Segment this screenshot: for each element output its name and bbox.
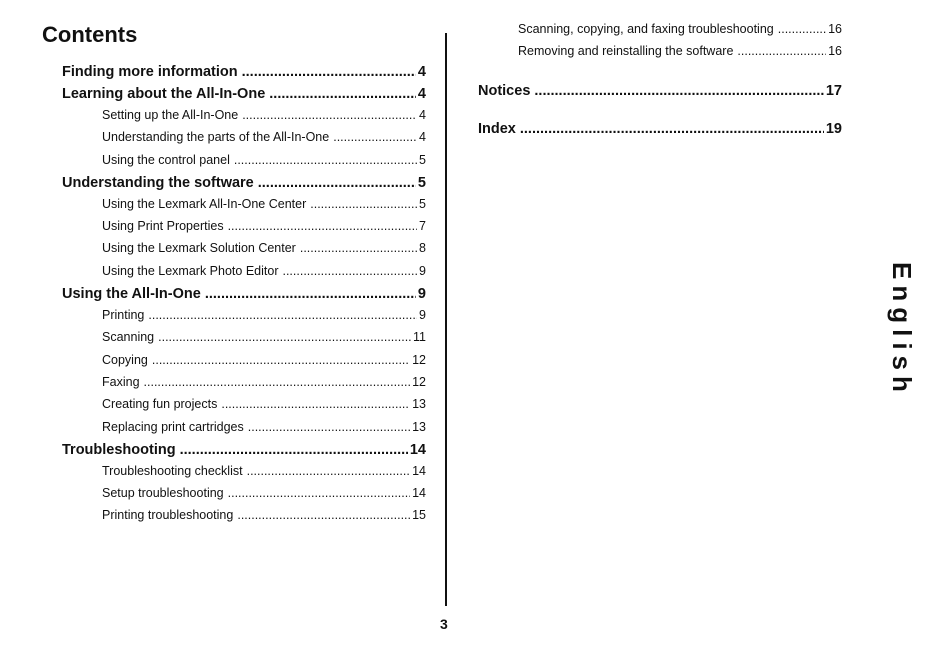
entry-page-number: 4 (419, 130, 426, 145)
dot-leader (144, 375, 411, 389)
entry-page-number: 5 (417, 174, 426, 191)
entry-label: Setup troubleshooting (102, 486, 224, 501)
entry-label: Understanding the software (62, 174, 254, 191)
toc-subentry[interactable] (62, 308, 426, 330)
dot-leader (228, 219, 417, 233)
entry-label: Copying (102, 352, 148, 367)
entry-page-number: 13 (412, 397, 426, 412)
toc-section-entry[interactable] (62, 86, 426, 108)
toc-subentry[interactable] (62, 420, 426, 442)
toc-subentry[interactable] (62, 397, 426, 419)
entry-label: Faxing (102, 374, 140, 389)
dot-leader (247, 464, 411, 478)
toc-subentry[interactable] (62, 464, 426, 486)
entry-page-number: 16 (828, 44, 842, 59)
entry-page-number: 9 (419, 263, 426, 278)
entry-page-number: 12 (412, 352, 426, 367)
toc-section-entry[interactable] (62, 64, 426, 86)
entry-label: Finding more information (62, 64, 238, 80)
dot-leader (205, 286, 416, 302)
toc-subentry[interactable] (62, 375, 426, 397)
entry-label: Creating fun projects (102, 397, 218, 412)
entry-page-number: 19 (825, 120, 842, 137)
toc-section-entry[interactable] (478, 83, 842, 105)
toc-section (62, 442, 426, 531)
entry-page-number: 14 (409, 441, 426, 458)
entry-label: Printing (102, 308, 145, 323)
dot-leader (221, 397, 410, 411)
dot-leader (520, 121, 824, 137)
dot-leader (310, 197, 417, 211)
toc-subentry[interactable] (62, 241, 426, 263)
entry-page-number: 5 (419, 152, 426, 167)
entry-page-number: 17 (825, 82, 842, 99)
dot-leader (258, 175, 416, 191)
toc-section-entry[interactable] (478, 121, 842, 143)
entry-page-number: 16 (828, 22, 842, 36)
entry-page-number: 4 (417, 86, 426, 102)
toc-subentry[interactable] (62, 130, 426, 152)
dot-leader (333, 130, 417, 144)
dot-leader (300, 241, 417, 255)
dot-leader (534, 83, 823, 99)
dot-leader (237, 508, 410, 522)
dot-leader (282, 264, 417, 278)
toc-subentry[interactable] (62, 330, 426, 352)
entry-label: Troubleshooting (62, 441, 176, 458)
toc-subentry[interactable] (62, 153, 426, 175)
toc-section (62, 175, 426, 286)
entry-label: Using the control panel (102, 152, 230, 167)
dot-leader (242, 64, 416, 80)
toc-subentry[interactable] (478, 22, 842, 44)
toc-subentry[interactable] (62, 108, 426, 130)
toc-subentry[interactable] (62, 508, 426, 530)
toc-subentry[interactable] (62, 197, 426, 219)
dot-leader (158, 330, 411, 344)
entry-label: Using the Lexmark Photo Editor (102, 263, 279, 278)
entry-label: Learning about the All-In-One (62, 86, 266, 102)
entry-label: Replacing print cartridges (102, 419, 244, 434)
toc-section (62, 86, 426, 175)
dot-leader (152, 353, 410, 367)
entry-label: Removing and reinstalling the software (518, 44, 734, 59)
entry-label: Using Print Properties (102, 219, 224, 234)
page-number: 3 (440, 616, 448, 632)
toc-subentry[interactable] (62, 264, 426, 286)
toc-subentry[interactable] (62, 486, 426, 508)
entry-page-number: 12 (412, 374, 426, 389)
entry-page-number: 14 (412, 463, 426, 478)
entry-page-number: 4 (417, 64, 426, 80)
entry-label: Using the All-In-One (62, 286, 201, 303)
entry-page-number: 9 (417, 286, 426, 303)
dot-leader (228, 486, 410, 500)
entry-page-number: 13 (412, 419, 426, 434)
entry-label: Understanding the parts of the All-In-One (102, 130, 330, 145)
entry-label: Index (478, 120, 516, 137)
toc-left-column (62, 64, 426, 531)
dot-leader (737, 44, 826, 58)
page-title: Contents (42, 22, 138, 47)
toc-section (62, 286, 426, 442)
toc-section-entry[interactable] (62, 286, 426, 308)
dot-leader (234, 153, 417, 167)
toc-subentry[interactable] (62, 353, 426, 375)
entry-page-number: 7 (419, 219, 426, 234)
toc-subentry[interactable] (478, 44, 842, 66)
entry-label: Using the Lexmark Solution Center (102, 241, 296, 256)
dot-leader (269, 86, 416, 102)
entry-page-number: 11 (413, 330, 426, 345)
entry-label: Scanning (102, 330, 155, 345)
toc-subentry[interactable] (62, 219, 426, 241)
dot-leader (148, 308, 417, 322)
entry-page-number: 5 (419, 196, 426, 211)
entry-label: Notices (478, 82, 531, 99)
entry-label: Setting up the All-In-One (102, 108, 239, 122)
toc-section-entry[interactable] (62, 175, 426, 197)
language-tab: English (887, 262, 917, 398)
entry-label: Printing troubleshooting (102, 508, 234, 523)
entry-label: Using the Lexmark All-In-One Center (102, 196, 307, 211)
entry-page-number: 14 (412, 486, 426, 501)
dot-leader (180, 442, 408, 458)
toc-section-entry[interactable] (62, 442, 426, 464)
entry-label: Troubleshooting checklist (102, 463, 243, 478)
entry-label: Scanning, copying, and faxing troubleshooting (518, 22, 774, 36)
entry-page-number: 8 (419, 241, 426, 256)
entry-page-number: 9 (419, 308, 426, 323)
toc-right-column (478, 22, 842, 143)
entry-page-number: 4 (419, 108, 426, 122)
toc-section (62, 64, 426, 86)
dot-leader (242, 108, 417, 122)
dot-leader (778, 22, 826, 36)
column-divider (445, 33, 447, 606)
entry-page-number: 15 (412, 508, 426, 523)
dot-leader (248, 420, 410, 434)
